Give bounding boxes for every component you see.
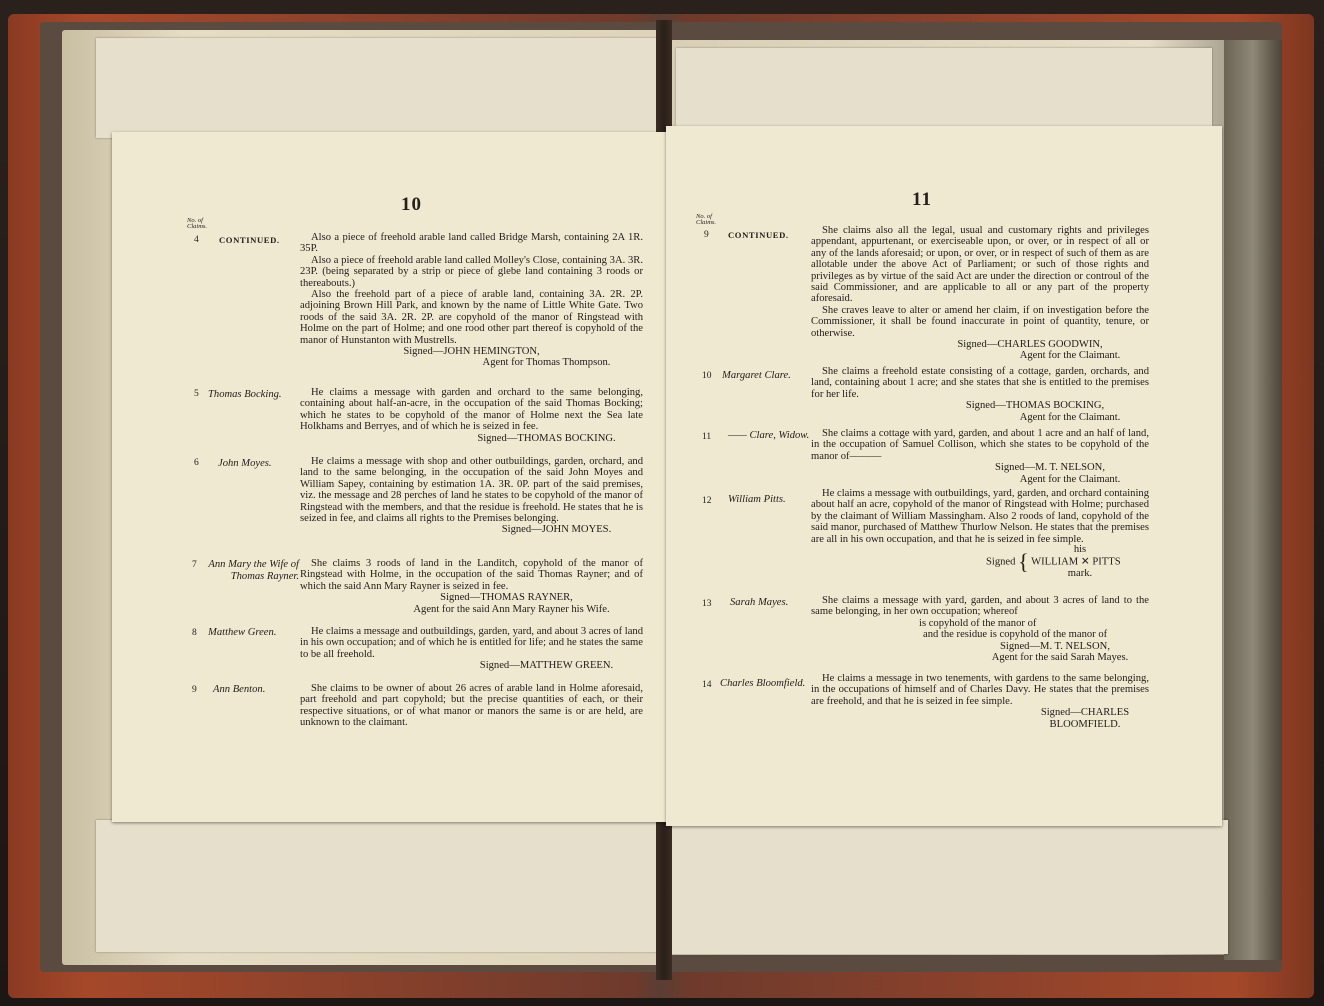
claimant-name: Charles Bloomfield. (720, 678, 806, 689)
claim-paragraph: He claims a message in two tenements, with gardens to the same belonging, in the occupations of himself and of Charles Davy. He states that the premises are freehold, and that he is seized in fee simple. (811, 673, 1149, 707)
claim-number: 11 (702, 432, 712, 442)
right-page-edges (1224, 40, 1282, 960)
marksman-name: WILLIAM ✕ PITTS (1031, 556, 1121, 568)
claim-paragraph: He claims a message with garden and orchard to the same belonging, containing about half-an-acre, in the occupation of the said Thomas Bocking; which he states to be copyhold of the manor of Holme next the Sea late Holkhams and Berryes, and of which he is seized in fee. (300, 387, 643, 433)
claim-entry (811, 366, 1149, 423)
mark-his: his (1073, 544, 1087, 556)
signature: Signed—THOMAS BOCKING. (477, 432, 616, 444)
claim-line: and the residue is copyhold of the manor of (923, 629, 1108, 641)
signature: Signed—THOMAS BOCKING, (965, 400, 1105, 412)
claim-paragraph: He claims a message with outbuildings, yard, garden, and orchard containing about half an acre, copyhold of the manor of Ringstead with Holme; purchased by the claimant of William Massingham. Also 2 roods of land, copyhold of the said manor, purchased of Matthew Thurlow Nelson. He states that the premises are all in his own occupation, and that he is seized in fee simple. (811, 488, 1149, 545)
claim-paragraph: He claims a message with shop and other outbuildings, garden, orchard, and land to the same belonging, in the occupation of the said John Moyes and William Sapey, containing by estimation 1A. 3R. 0P. part of the said premises, viz. the message and 28 perches of land he states to be copyhold of the manor of Ringstead with the members, and that the residue is freehold. He states that he is seized in fee, and claims all rights to the Premises belonging. (300, 456, 643, 525)
claim-entry (300, 683, 643, 729)
signature: Signed—M. T. NELSON, (995, 462, 1105, 474)
claimant-name: Margaret Clare. (722, 370, 791, 381)
agent-line: Agent for the Claimant. (1019, 350, 1121, 362)
agent-line: Agent for the said Sarah Mayes. (991, 652, 1129, 664)
claim-paragraph: She claims also all the legal, usual and customary rights and privileges appendant, appurtenant, or exerciseable upon, or over, or in respect of all or any of the lands aforesaid; or upon, or over, or in respect of such of them as are allotable under the above Act of Parliament; or such of those rights and privileges as by virtue of the said Act are under the direction or controul of the said Commissioner, and are applicable to all or any part of the property aforesaid. (811, 225, 1149, 305)
brace-glyph: { (1018, 549, 1029, 575)
claim-number: 13 (702, 599, 712, 609)
claimant-name: Sarah Mayes. (730, 597, 789, 608)
claim-entry (300, 387, 643, 444)
left-bottom-guard-sheet (96, 820, 662, 952)
claim-paragraph: She claims a message with yard, garden, and about 3 acres of land to the same belonging, in her own occupation; whereof (811, 595, 1149, 618)
continued-label: CONTINUED. (728, 230, 789, 240)
claim-line: is copyhold of the manor of (919, 617, 1037, 629)
page-number: 10 (401, 194, 422, 215)
right-page (666, 126, 1222, 826)
signature: Signed—M. T. NELSON, (1000, 640, 1110, 652)
agent-line: Agent for the said Ann Mary Rayner his Wife. (413, 603, 610, 615)
claim-paragraph: Also a piece of freehold arable land called Bridge Marsh, containing 2A 1R. 35P. (300, 232, 643, 255)
claim-paragraph: Also a piece of freehold arable land called Molley's Close, containing 3A. 3R. 23P. (being separated by a strip or piece of glebe land containing 3 roods or thereabouts.) (300, 254, 643, 289)
claim-entry (811, 595, 1149, 663)
signature: Signed—MATTHEW GREEN. (479, 660, 614, 672)
signature: Signed—JOHN HEMINGTON, (403, 346, 540, 358)
left-page (112, 132, 666, 822)
claim-paragraph: She claims 3 roods of land in the Landitch, copyhold of the manor of Ringstead with Holme, in the occupation of the said Thomas Rayner; and of which the said Ann Mary Rayner is seized in fee. (300, 558, 643, 592)
right-top-guard-sheet (676, 48, 1212, 130)
agent-line: Agent for the Claimant. (1019, 473, 1121, 485)
claim-number: 10 (702, 371, 712, 381)
agent-line: Agent for Thomas Thompson. (482, 357, 611, 369)
claimant-name: Ann Mary the Wife of Thomas Rayner. (208, 559, 299, 582)
signature: Signed—JOHN MOYES. (501, 524, 612, 536)
column-heading: No. of Claims. (187, 217, 208, 230)
claimant-name: —— Clare, Widow. (728, 430, 810, 441)
claim-paragraph: She craves leave to alter or amend her claim, if on investigation before the Commissioner, it shall be found inaccurate in point of quantity, tenure, or otherwise. (811, 304, 1149, 339)
mark-label: mark. (1067, 568, 1093, 580)
claim-number: 4 (194, 235, 199, 245)
claim-number: 5 (194, 389, 199, 399)
claim-entry (300, 232, 643, 369)
claim-entry (811, 428, 1149, 485)
claimant-name: Ann Benton. (213, 684, 266, 695)
page-number: 11 (912, 189, 932, 210)
claimant-name: Matthew Green. (208, 627, 277, 638)
signature: Signed—THOMAS RAYNER, (440, 592, 573, 604)
signed-label: Signed (986, 556, 1016, 568)
claim-paragraph: She claims to be owner of about 26 acres of arable land in Holme aforesaid, part freehold and part copyhold; but the precise quantities of each, or their respective situations, or of what manor or manors the same is or are held, are unknown to the claimant. (300, 683, 643, 729)
signature: Signed—CHARLES GOODWIN, (957, 339, 1103, 351)
claim-number: 14 (702, 680, 712, 690)
claim-entry (300, 626, 643, 672)
claim-number: 12 (702, 496, 712, 506)
claim-paragraph: He claims a message and outbuildings, garden, yard, and about 3 acres of land in his own occupation; and of which he is entitled for life; and he states the same to be all freehold. (300, 626, 643, 660)
claim-entry (300, 558, 643, 615)
column-heading: No. of Claims. (696, 213, 717, 226)
claim-entry (811, 488, 1149, 579)
claim-number: 7 (192, 560, 197, 570)
claim-number: 9 (192, 685, 197, 695)
claimant-name: Thomas Bocking. (208, 389, 282, 400)
claimant-name: William Pitts. (728, 494, 786, 505)
claim-paragraph: She claims a cottage with yard, garden, and about 1 acre and an half of land, in the occupation of Samuel Collison, which she states to be copyhold of the manor of——— (811, 428, 1149, 462)
claim-number: 6 (194, 458, 199, 468)
signature: Signed—CHARLES BLOOMFIELD. (1040, 707, 1130, 730)
claimant-name: John Moyes. (218, 458, 272, 469)
claim-paragraph: She claims a freehold estate consisting of a cottage, garden, orchards, and land, containing about 1 acre; and she states that she is entitled to the premises for her life. (811, 366, 1149, 400)
claim-number: 9 (704, 230, 709, 240)
left-top-guard-sheet (96, 38, 660, 138)
agent-line: Agent for the Claimant. (1019, 411, 1121, 423)
claim-paragraph: Also the freehold part of a piece of arable land, containing 3A. 2R. 2P. adjoining Brown Hill Park, and known by the name of Little White Gate. Two roods of the said 3A. 2R. 2P. are copyhold of the manor of Ringstead with Holme on the part of Holme; and one rood other part thereof is copyhold of the manor of Hunstanton with Mustrells. (300, 289, 643, 346)
claim-entry (300, 456, 643, 536)
claim-entry (811, 225, 1149, 362)
continued-label: CONTINUED. (219, 235, 280, 245)
claim-entry (811, 673, 1149, 730)
claim-number: 8 (192, 628, 197, 638)
right-bottom-guard-sheet (672, 820, 1228, 954)
